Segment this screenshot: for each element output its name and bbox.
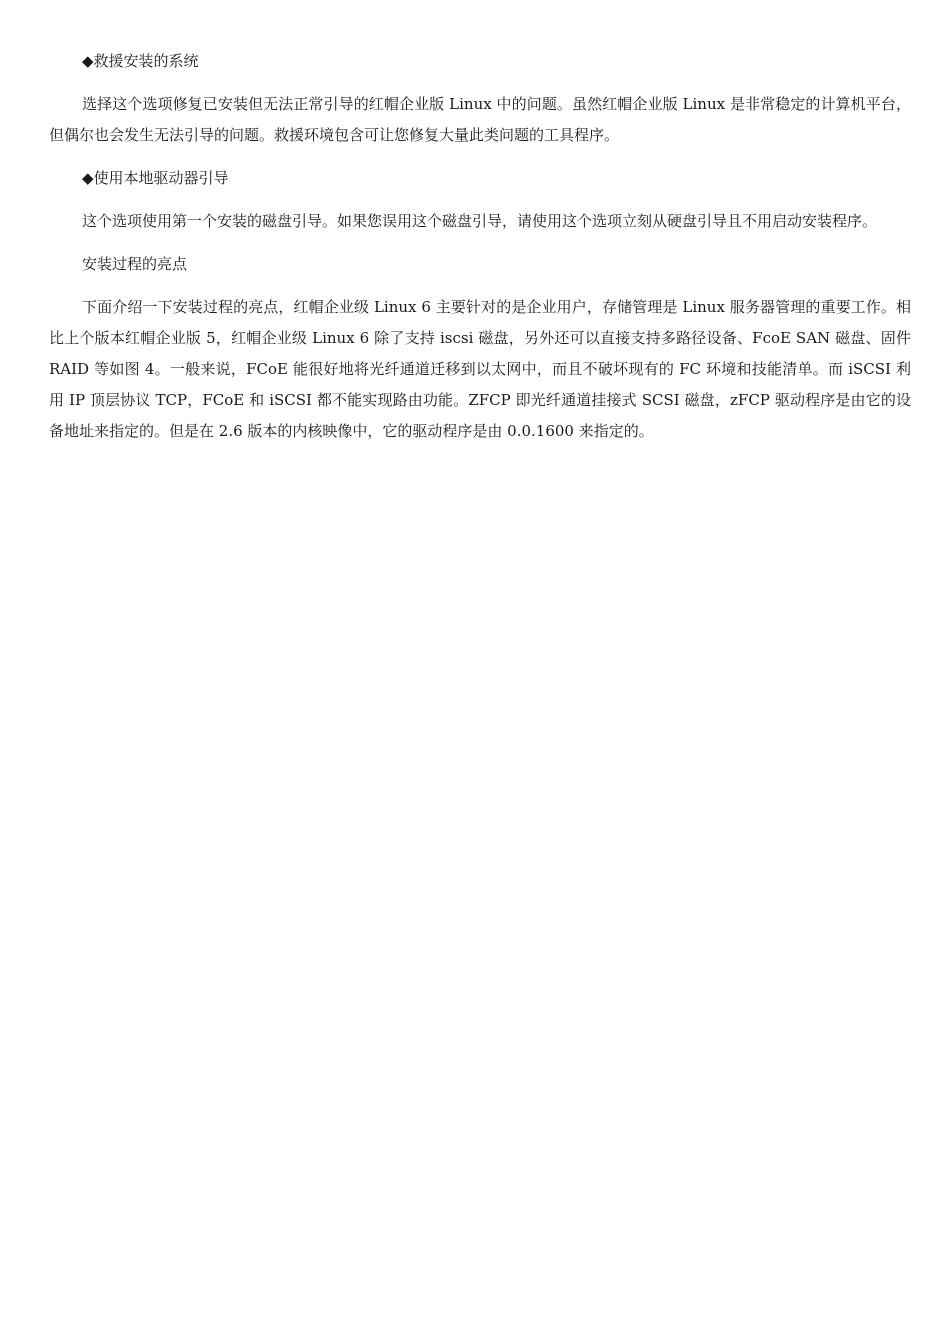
document-body — [49, 46, 911, 459]
section-heading-install-highlights: 安装过程的亮点 — [82, 255, 188, 273]
section-paragraph-install-highlights: 下面介绍一下安装过程的亮点，红帽企业级 Linux 6 主要针对的是企业用户，存储管理是 Linux 服务器管理的重要工作。相比上个版本红帽企业版 5，红帽企业级 Linux 6 除了支持 iscsi 磁盘，另外还可以直接支持多路径设备、FcoE SAN 磁盘、固件 RAID 等如图 4。一般来说，FCoE 能很好地将光纤通道迁移到以太网中，而且不破坏现有的 FC 环境和技能清单。而 iSCSI 利用 IP 顶层协议 TCP，FCoE 和 iSCSI 都不能实现路由功能。ZFCP 即光纤通道挂接式 SCSI 磁盘，zFCP 驱动程序是由它的设备地址来指定的。但是在 2.6 版本的内核映像中，它的驱动程序是由 0.0.1600 来指定的。 — [49, 298, 911, 440]
section-paragraph-rescue: 选择这个选项修复已安装但无法正常引导的红帽企业版 Linux 中的问题。虽然红帽企业版 Linux 是非常稳定的计算机平台，但偶尔也会发生无法引导的问题。救援环境包含可让您修复大量此类问题的工具程序。 — [49, 95, 911, 144]
section-heading-rescue: ◆救援安装的系统 — [82, 52, 199, 70]
section-heading-local-boot: ◆使用本地驱动器引导 — [82, 169, 229, 187]
section-paragraph-local-boot: 这个选项使用第一个安装的磁盘引导。如果您误用这个磁盘引导，请使用这个选项立刻从硬盘引导且不用启动安装程序。 — [82, 212, 878, 230]
